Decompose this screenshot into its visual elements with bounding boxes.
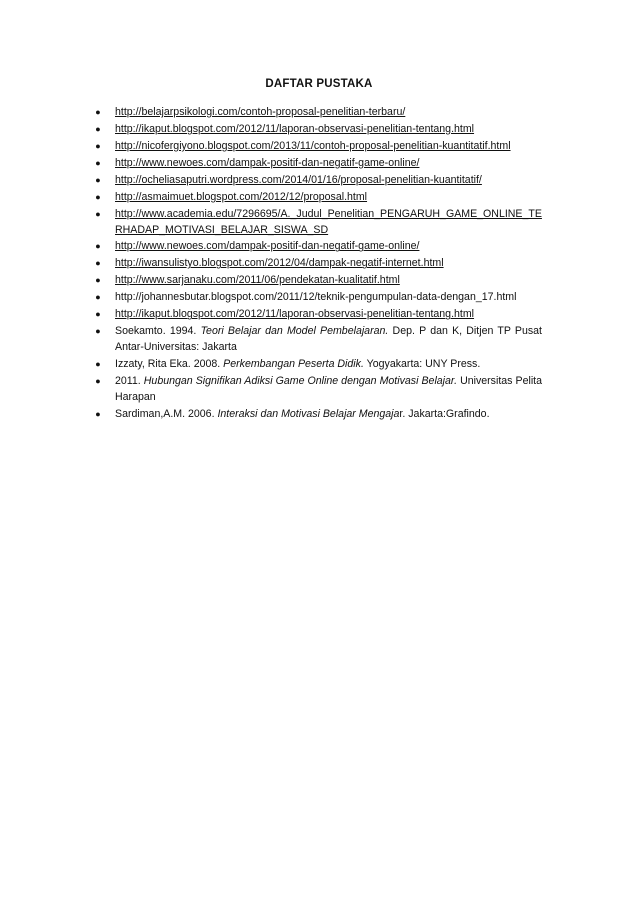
- reference-link[interactable]: http://ocheliasaputri.wordpress.com/2014/01/16/proposal-penelitian-kuantitatif/: [115, 173, 482, 186]
- bullet-icon: ●: [95, 258, 101, 269]
- bullet-icon: ●: [95, 123, 101, 134]
- reference-publisher: Universitas Pelita Harapan: [115, 374, 543, 403]
- page-title: DAFTAR PUSTAKA: [265, 78, 373, 90]
- bullet-icon: ●: [95, 326, 101, 337]
- reference-publisher: Dep. P dan K, Ditjen TP Pusat Antar-Universitas: Jakarta: [115, 325, 542, 353]
- reference-item: [92, 256, 542, 272]
- reference-book-title: Perkembangan Peserta Didik.: [223, 357, 364, 370]
- reference-author-year: Izzaty, Rita Eka. 2008.: [115, 357, 224, 370]
- reference-link[interactable]: http://belajarpsikologi.com/contoh-proposal-penelitian-terbaru/: [115, 106, 406, 118]
- reference-list: [92, 105, 542, 424]
- reference-link[interactable]: http://nicofergiyono.blogspot.com/2013/11/contoh-proposal-penelitian-kuantitatif.html: [115, 139, 511, 152]
- bullet-icon: ●: [95, 309, 101, 320]
- reference-link[interactable]: http://www.sarjanaku.com/2011/06/pendekatan-kualitatif.html: [115, 274, 400, 287]
- bullet-icon: ●: [95, 140, 101, 151]
- bullet-icon: ●: [95, 358, 101, 369]
- reference-book-title: Teori Belajar dan Model Pembelajaran.: [200, 325, 389, 338]
- reference-text: http://johannesbutar.blogspot.com/2011/12/teknik-pengumpulan-data-dengan_17.html: [115, 291, 517, 304]
- reference-link[interactable]: http://www.newoes.com/dampak-positif-dan-negatif-game-online/: [115, 240, 420, 253]
- reference-item: [92, 190, 542, 206]
- bullet-icon: ●: [95, 241, 101, 252]
- bullet-icon: ●: [95, 157, 101, 168]
- bullet-icon: ●: [95, 292, 101, 303]
- reference-publisher: Yogyakarta: UNY Press.: [363, 357, 481, 370]
- bullet-icon: ●: [95, 191, 101, 202]
- reference-item: [92, 239, 542, 255]
- reference-item: [92, 105, 542, 121]
- reference-author-year: 2011.: [115, 374, 144, 387]
- reference-item: [92, 273, 542, 289]
- reference-item: [92, 407, 542, 423]
- reference-item: [92, 122, 542, 138]
- reference-link[interactable]: http://ikaput.blogspot.com/2012/11/laporan-observasi-penelitian-tentang.html: [115, 308, 475, 321]
- reference-link[interactable]: http://ikaput.blogspot.com/2012/11/laporan-observasi-penelitian-tentang.html: [115, 122, 475, 135]
- reference-author-year: Soekamto. 1994.: [115, 325, 201, 338]
- reference-author-year: Sardiman,A.M. 2006.: [115, 407, 218, 420]
- bullet-icon: ●: [95, 208, 101, 219]
- bullet-icon: ●: [95, 408, 101, 419]
- reference-item: [92, 207, 542, 238]
- reference-book-title: Interaksi dan Motivasi Belajar Mengaja: [217, 407, 400, 420]
- reference-item: [92, 357, 542, 373]
- reference-link[interactable]: http://www.academia.edu/7296695/A._Judul_Penelitian_PENGARUH_GAME_ONLINE_TERHADAP_MOTIVASI_BELAJAR_SISWA_SD: [115, 207, 542, 236]
- reference-link[interactable]: http://www.newoes.com/dampak-positif-dan-negatif-game-online/: [115, 156, 420, 169]
- reference-link[interactable]: http://iwansulistyo.blogspot.com/2012/04/dampak-negatif-internet.html: [115, 257, 444, 270]
- bullet-icon: ●: [95, 375, 101, 386]
- reference-item: [92, 139, 542, 155]
- bullet-icon: ●: [95, 275, 101, 286]
- reference-book-title: Hubungan Signifikan Adiksi Game Online dengan Motivasi Belajar.: [143, 374, 458, 387]
- bullet-icon: ●: [95, 107, 101, 117]
- reference-link[interactable]: http://asmaimuet.blogspot.com/2012/12/proposal.html: [115, 190, 368, 203]
- reference-item: [92, 173, 542, 189]
- reference-item: [92, 156, 542, 172]
- reference-item: [92, 307, 542, 323]
- bullet-icon: ●: [95, 174, 101, 185]
- reference-publisher: r. Jakarta:Grafindo.: [399, 407, 490, 420]
- reference-item: [92, 374, 542, 405]
- reference-item: [92, 324, 542, 355]
- reference-item: [92, 290, 542, 306]
